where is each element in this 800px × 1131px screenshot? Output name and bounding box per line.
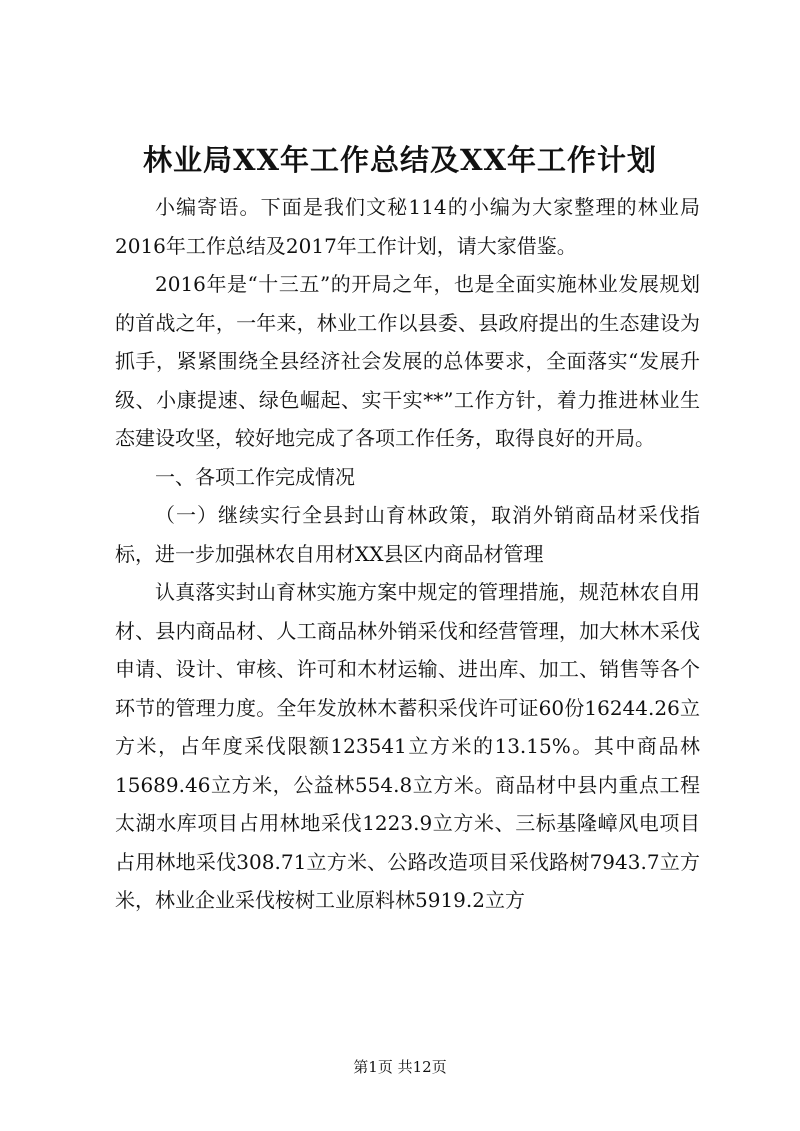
subsection-heading: （一）继续实行全县封山育林政策，取消外销商品材采伐指标，进一步加强林农自用材XX县区内商品材管理 bbox=[115, 503, 700, 566]
overview-paragraph: 2016年是“十三五”的开局之年，也是全面实施林业发展规划的首战之年，一年来，林业工作以县委、县政府提出的生态建设为抓手，紧紧围绕全县经济社会发展的总体要求，全面落实“发展升级、小康提速、绿色崛起、实干实**”工作方针，着力推进林业生态建设攻坚，较好地完成了各项工作任务，取得良好的开局。 bbox=[115, 272, 700, 450]
intro-paragraph: 小编寄语。下面是我们文秘114的小编为大家整理的林业局2016年工作总结及2017年工作计划，请大家借鉴。 bbox=[115, 195, 700, 258]
document-title: 林业局XX年工作总结及XX年工作计划 bbox=[142, 143, 657, 177]
document-body bbox=[115, 188, 700, 920]
section-heading: 一、各项工作完成情况 bbox=[155, 464, 355, 489]
detail-paragraph: 认真落实封山育林实施方案中规定的管理措施，规范林农自用材、县内商品材、人工商品林外销采伐和经营管理，加大林木采伐申请、设计、审核、许可和木材运输、进出库、加工、销售等各个环节的管理力度。全年发放林木蓄积采伐许可证60份16244.26立方米，占年度采伐限额123541立方米的13.15%。其中商品林15689.46立方米，公益林554.8立方米。商品材中县内重点工程太湖水库项目占用林地采伐1223.9立方米、三标基隆嶂风电项目占用林地采伐308.71立方米、公路改造项目采伐路树7943.7立方米，林业企业采伐桉树工业原料林5919.2立方 bbox=[115, 580, 700, 912]
page-footer: 第1页 共12页 bbox=[353, 1058, 447, 1076]
